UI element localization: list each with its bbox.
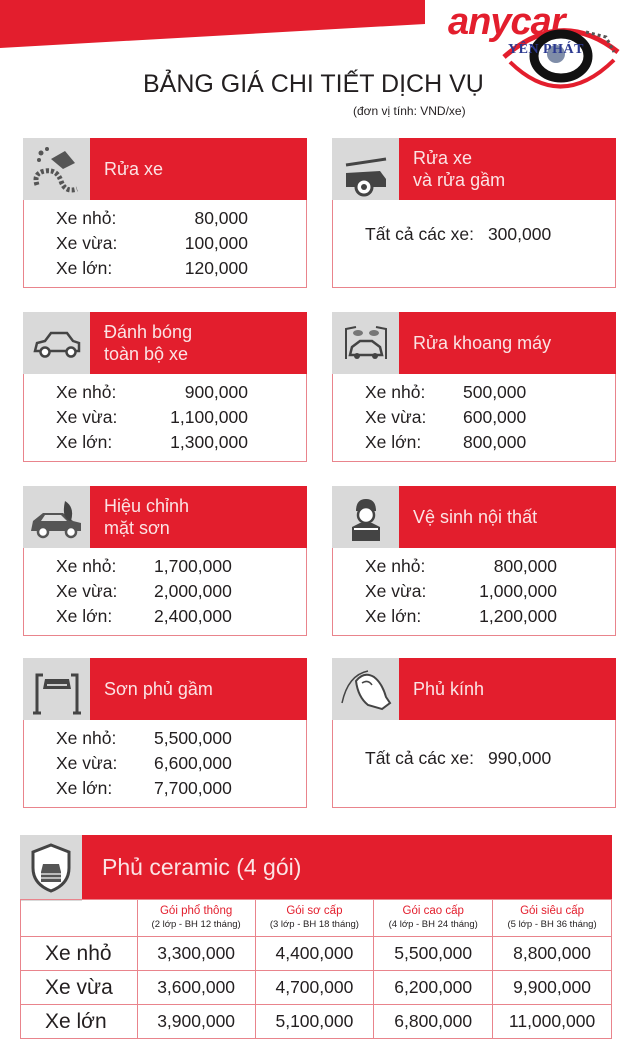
service-card-son-phu-gam — [23, 658, 307, 808]
table-row — [21, 971, 612, 1005]
ceramic-price-table — [20, 899, 612, 1039]
price-row: Xe nhỏ: 500,000 — [365, 382, 527, 402]
price-row: Xe lớn: 7,700,000 — [56, 778, 232, 798]
price-row: Xe lớn: 120,000 — [56, 258, 248, 278]
price-row: Xe nhỏ: 900,000 — [56, 382, 248, 402]
table-cell: 8,800,000 — [493, 937, 612, 971]
car-paint-icon — [29, 493, 85, 545]
table-header-cell: Gói siêu cấp (5 lớp - BH 36 tháng) — [493, 900, 612, 937]
price-list — [23, 720, 307, 808]
hand-wipe-icon — [338, 663, 394, 719]
service-card-rua-khoang-may — [332, 312, 616, 462]
table-cell: 6,800,000 — [374, 1005, 493, 1039]
price-row: Xe vừa: 1,000,000 — [365, 581, 557, 601]
table-cell: 11,000,000 — [493, 1005, 612, 1039]
price-row: Xe nhỏ: 5,500,000 — [56, 728, 232, 748]
icon-box — [23, 658, 90, 723]
row-label: Xe nhỏ — [21, 937, 138, 971]
icon-box — [23, 312, 90, 377]
service-card-ve-sinh-noi-that — [332, 486, 616, 636]
icon-box — [332, 486, 399, 551]
service-card-rua-xe — [23, 138, 307, 288]
ceramic-pricing-section — [20, 835, 612, 1042]
price-row-all: Tất cả các xe: 300,000 — [365, 224, 552, 244]
service-title: Hiệu chỉnh mặt sơn — [90, 486, 307, 548]
row-label: Xe vừa — [21, 971, 138, 1005]
yen-phat-logo-text: YÊN PHÁT — [508, 42, 584, 57]
car-lift-icon — [31, 663, 83, 719]
service-title: Sơn phủ gầm — [90, 658, 307, 720]
price-list — [332, 720, 616, 808]
row-label: Xe lớn — [21, 1005, 138, 1039]
hose-sprayer-icon — [31, 145, 83, 197]
table-header-row — [21, 900, 612, 937]
price-row: Xe vừa: 2,000,000 — [56, 581, 232, 601]
table-cell: 4,400,000 — [255, 937, 374, 971]
service-title: Phủ kính — [399, 658, 616, 720]
service-card-hieu-chinh-mat-son — [23, 486, 307, 636]
page-title: BẢNG GIÁ CHI TIẾT DỊCH VỤ — [143, 70, 484, 98]
shield-car-icon — [29, 842, 73, 894]
table-row — [21, 937, 612, 971]
icon-box — [23, 138, 90, 203]
price-row: Xe vừa: 600,000 — [365, 407, 527, 427]
price-row: Xe nhỏ: 1,700,000 — [56, 556, 232, 576]
car-outline-icon — [31, 319, 83, 371]
table-row — [21, 1005, 612, 1039]
service-title: Vệ sinh nội thất — [399, 486, 616, 548]
price-list — [332, 548, 616, 636]
service-title: Rửa khoang máy — [399, 312, 616, 374]
price-list — [332, 200, 616, 288]
icon-box — [23, 486, 90, 551]
service-title: Rửa xe — [90, 138, 307, 200]
table-header-cell: Gói phổ thông (2 lớp - BH 12 tháng) — [137, 900, 255, 937]
table-cell: 6,200,000 — [374, 971, 493, 1005]
car-wash-icon — [340, 319, 392, 371]
price-row: Xe nhỏ: 800,000 — [365, 556, 557, 576]
unit-note: (đơn vị tính: VND/xe) — [353, 104, 466, 118]
price-row: Xe lớn: 1,200,000 — [365, 606, 557, 626]
icon-box — [332, 658, 399, 723]
table-cell: 3,300,000 — [137, 937, 255, 971]
price-list — [23, 200, 307, 288]
price-row: Xe vừa: 1,100,000 — [56, 407, 248, 427]
table-cell: 5,500,000 — [374, 937, 493, 971]
car-hood-open-icon — [340, 145, 392, 197]
service-card-danh-bong — [23, 312, 307, 462]
price-row: Xe vừa: 100,000 — [56, 233, 248, 253]
price-row: Xe vừa: 6,600,000 — [56, 753, 232, 773]
price-list — [23, 548, 307, 636]
icon-box — [20, 835, 82, 901]
service-title: Rửa xe và rửa gầm — [399, 138, 616, 200]
table-header-cell: Gói sơ cấp (3 lớp - BH 18 tháng) — [255, 900, 374, 937]
table-cell: 4,700,000 — [255, 971, 374, 1005]
price-list — [332, 374, 616, 462]
service-card-rua-xe-va-rua-gam — [332, 138, 616, 288]
table-cell: 3,900,000 — [137, 1005, 255, 1039]
price-row-all: Tất cả các xe: 990,000 — [365, 748, 552, 768]
icon-box — [332, 138, 399, 203]
table-cell: 9,900,000 — [493, 971, 612, 1005]
icon-box — [332, 312, 399, 377]
ceramic-title: Phủ ceramic (4 gói) — [82, 835, 612, 899]
table-header-cell: Gói cao cấp (4 lớp - BH 24 tháng) — [374, 900, 493, 937]
price-row: Xe lớn: 800,000 — [365, 432, 527, 452]
price-row: Xe lớn: 2,400,000 — [56, 606, 232, 626]
worker-icon — [340, 493, 392, 545]
service-title: Đánh bóng toàn bộ xe — [90, 312, 307, 374]
price-row: Xe lớn: 1,300,000 — [56, 432, 248, 452]
table-cell: 3,600,000 — [137, 971, 255, 1005]
table-corner-cell — [21, 900, 138, 937]
price-list — [23, 374, 307, 462]
anycar-logo: anycar — [448, 1, 565, 43]
top-red-banner — [0, 0, 425, 48]
price-row: Xe nhỏ: 80,000 — [56, 208, 248, 228]
service-card-phu-kinh — [332, 658, 616, 808]
table-cell: 5,100,000 — [255, 1005, 374, 1039]
